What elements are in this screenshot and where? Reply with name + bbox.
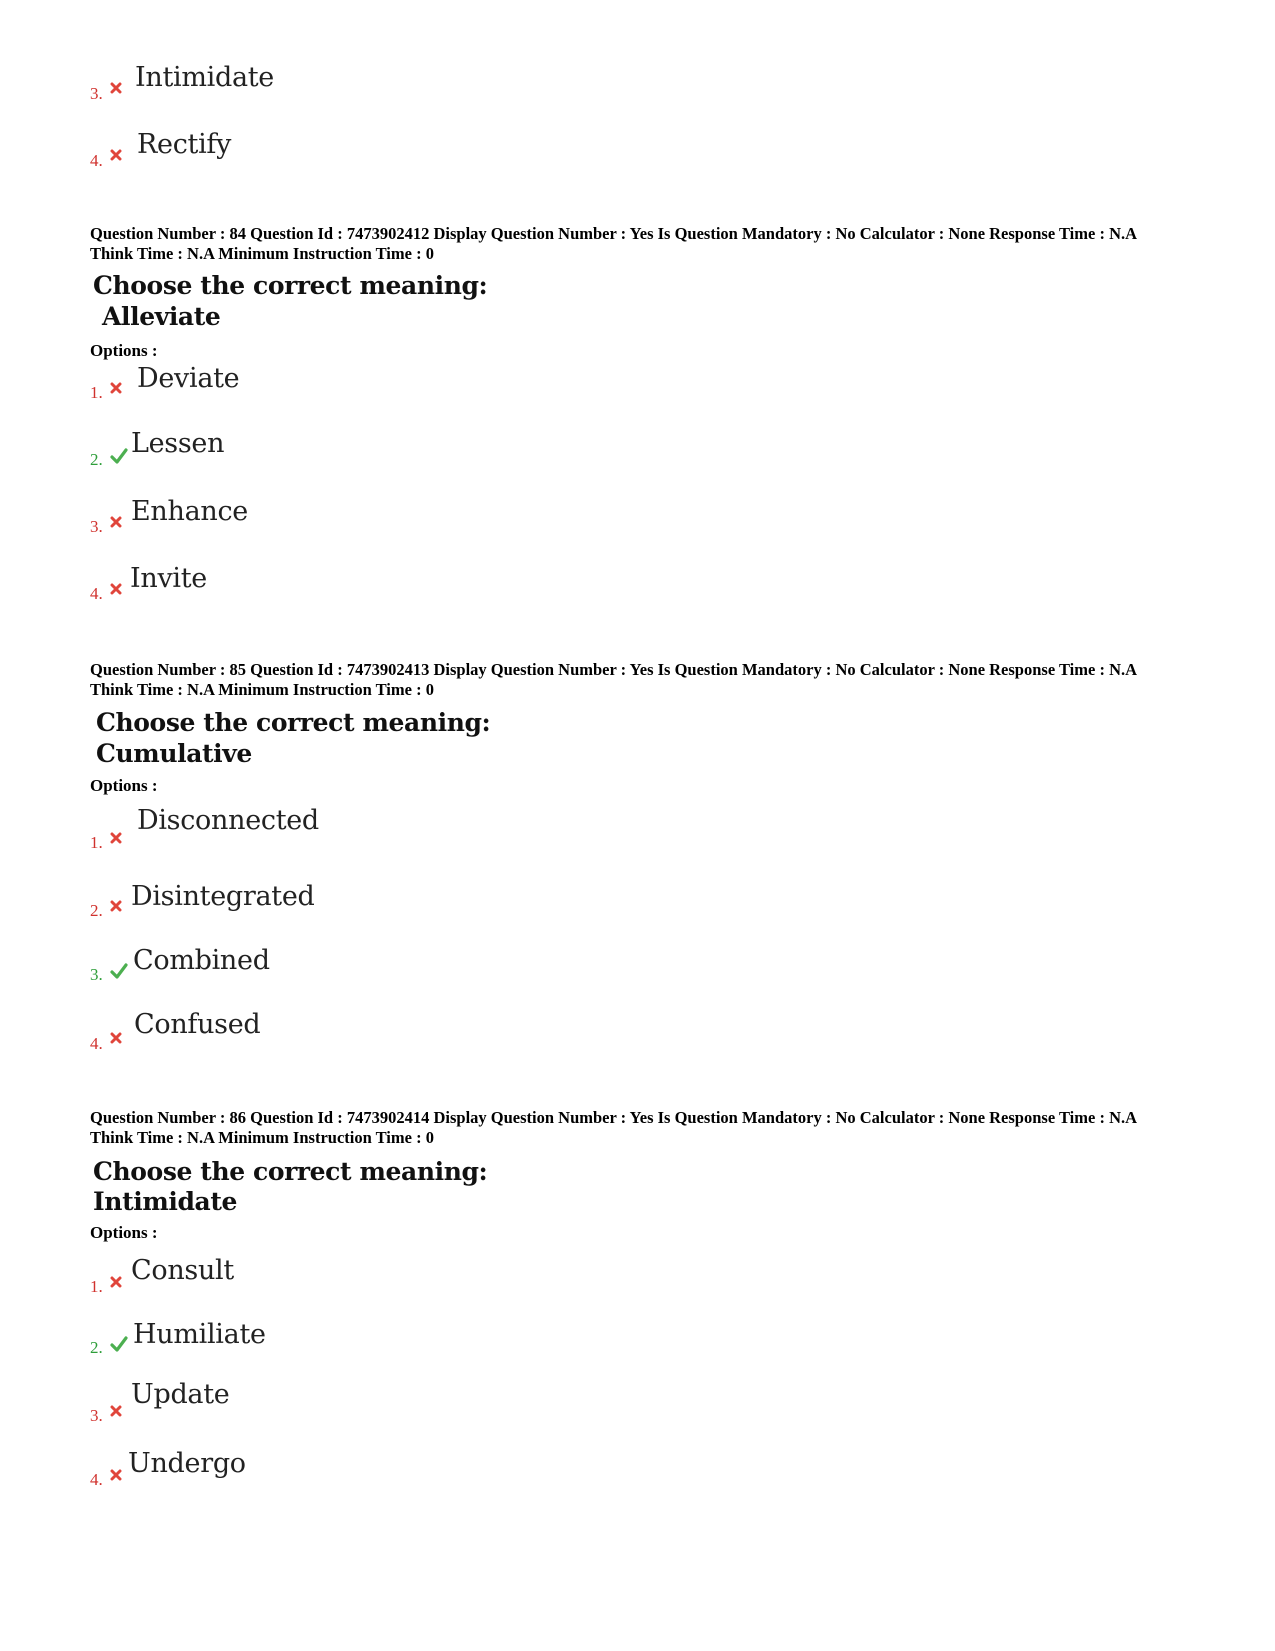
cross-icon: [110, 1469, 126, 1485]
option-text: Humiliate: [133, 1319, 266, 1350]
option-item: [0, 1319, 600, 1387]
options-label: Options :: [90, 341, 158, 360]
cross-icon: [110, 382, 126, 398]
option-item: [0, 563, 600, 633]
option-number: 4.: [90, 1034, 103, 1053]
question-word: Cumulative: [96, 739, 252, 768]
option-item: [0, 1379, 600, 1455]
option-number: 1.: [90, 383, 103, 402]
option-number: 2.: [90, 450, 103, 469]
option-item: [0, 496, 600, 566]
option-number: 1.: [90, 833, 103, 852]
option-item: [0, 805, 600, 882]
option-number: 4.: [90, 584, 103, 603]
question-prompt: Choose the correct meaning:: [93, 271, 488, 300]
option-text: Invite: [130, 563, 207, 594]
option-item: [0, 1255, 600, 1326]
question-meta: Question Number : 84 Question Id : 7473902412 Display Question Number : Yes Is Question Mandatory : No Calculator : None Response Time : N.A Think Time : N.A Minimum Instruction Time : 0: [90, 224, 1137, 263]
cross-icon: [110, 516, 126, 532]
question-word: Intimidate: [93, 1187, 237, 1216]
cross-icon: [110, 149, 126, 165]
check-icon: [110, 1336, 126, 1352]
cross-icon: [110, 1405, 126, 1421]
option-text: Rectify: [137, 129, 232, 160]
question-meta: Question Number : 85 Question Id : 7473902413 Display Question Number : Yes Is Question Mandatory : No Calculator : None Response Time : N.A Think Time : N.A Minimum Instruction Time : 0: [90, 660, 1137, 699]
option-number: 3.: [90, 84, 103, 103]
cross-icon: [110, 832, 126, 848]
option-number: 2.: [90, 1338, 103, 1357]
option-number: 2.: [90, 901, 103, 920]
cross-icon: [110, 900, 126, 916]
question-word: Alleviate: [102, 302, 221, 331]
option-item: [0, 428, 600, 498]
option-item: [0, 129, 600, 197]
question-prompt: Choose the correct meaning:: [96, 708, 491, 737]
option-number: 4.: [90, 151, 103, 170]
option-item: [0, 1009, 600, 1082]
option-number: 3.: [90, 517, 103, 536]
check-icon: [110, 448, 126, 464]
option-text: Disconnected: [137, 805, 319, 836]
option-number: 3.: [90, 1406, 103, 1425]
option-number: 4.: [90, 1470, 103, 1489]
option-text: Lessen: [131, 428, 225, 459]
option-text: Combined: [133, 945, 270, 976]
option-item: [0, 881, 600, 950]
question-prompt: Choose the correct meaning:: [93, 1157, 488, 1186]
option-item: [0, 945, 600, 1014]
check-icon: [110, 963, 126, 979]
option-text: Enhance: [131, 496, 248, 527]
cross-icon: [110, 583, 126, 599]
option-text: Update: [131, 1379, 230, 1410]
options-label: Options :: [90, 1223, 158, 1242]
option-number: 1.: [90, 1277, 103, 1296]
option-text: Intimidate: [135, 62, 274, 93]
options-label: Options :: [90, 776, 158, 795]
option-text: Consult: [131, 1255, 234, 1286]
question-meta: Question Number : 86 Question Id : 7473902414 Display Question Number : Yes Is Question Mandatory : No Calculator : None Response Time : N.A Think Time : N.A Minimum Instruction Time : 0: [90, 1108, 1137, 1147]
option-text: Undergo: [128, 1448, 246, 1479]
option-item: [0, 1448, 600, 1520]
option-item: [0, 62, 600, 130]
option-item: [0, 363, 600, 432]
option-number: 3.: [90, 965, 103, 984]
option-text: Confused: [134, 1009, 261, 1040]
cross-icon: [110, 1032, 126, 1048]
cross-icon: [110, 1276, 126, 1292]
option-text: Disintegrated: [131, 881, 315, 912]
option-text: Deviate: [137, 363, 240, 394]
cross-icon: [110, 82, 126, 98]
